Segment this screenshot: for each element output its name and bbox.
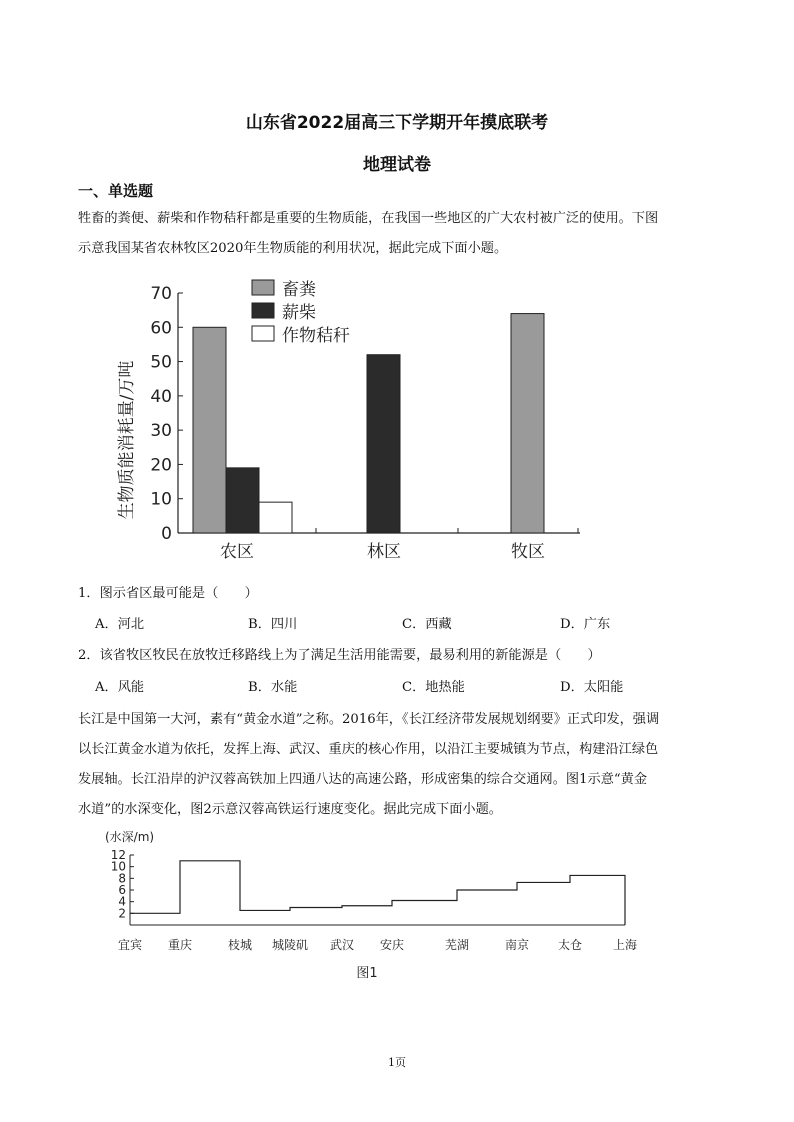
bar-chart-bars (193, 314, 544, 533)
intro1-line2: 示意我国某省农林牧区2020年生物质能的利用状况，据此完成下面小题。 (78, 241, 508, 256)
y-tick-label: 40 (150, 386, 172, 407)
depth-y-tick-label: 4 (118, 894, 126, 909)
y-tick-label: 0 (161, 524, 172, 544)
y-tick-label: 70 (150, 284, 172, 304)
depth-x-label: 重庆 (167, 938, 193, 952)
q1-options (95, 613, 715, 633)
intro2-line4: 水道”的水深变化，图2示意汉蓉高铁运行速度变化。据此完成下面小题。 (78, 802, 502, 817)
depth-chart-line (130, 861, 625, 925)
q2-option-c[interactable]: C．地热能 (402, 680, 465, 695)
depth-y-tick-label: 10 (110, 859, 126, 874)
depth-y-tick-label: 2 (118, 906, 126, 921)
intro2-line1: 长江是中国第一大河，素有“黄金水道”之称。2016年，《长江经济带发展规划纲要》正式印发，强调 (78, 712, 660, 727)
legend-label: 畜粪 (282, 280, 316, 300)
x-tick-label: 林区 (367, 542, 401, 562)
bar-畜粪 (511, 314, 544, 533)
legend-swatch (252, 280, 274, 295)
depth-x-label: 上海 (612, 938, 638, 952)
y-tick-label: 10 (150, 489, 172, 510)
page-subtitle: 地理试卷 (363, 155, 431, 175)
section-heading: 一、单选题 (78, 182, 154, 200)
q2-options (95, 676, 715, 696)
bar-作物秸秆 (259, 502, 292, 533)
depth-x-label: 城陵矶 (271, 938, 309, 952)
depth-x-label: 安庆 (379, 938, 405, 952)
y-tick-label: 30 (150, 421, 172, 442)
water-depth-chart (95, 825, 665, 985)
q2-option-b[interactable]: B．水能 (248, 680, 298, 695)
bar-薪柴 (367, 355, 400, 533)
depth-y-tick-label: 6 (118, 883, 126, 897)
depth-x-label: 宜宾 (117, 938, 143, 952)
intro2-line3: 发展轴。长江沿岸的沪汉蓉高铁加上四通八达的高速公路，形成密集的综合交通网。图1示意“黄金 (78, 772, 648, 787)
x-tick-label: 牧区 (511, 542, 545, 562)
depth-y-tick-label: 8 (118, 871, 126, 886)
intro1-line1: 牲畜的粪便、薪柴和作物秸秆都是重要的生物质能，在我国一些地区的广大农村被广泛的使用。下图 (78, 211, 659, 226)
page-number: 1页 (388, 1056, 406, 1069)
page-title: 山东省2022届高三下学期开年摸底联考 (245, 113, 549, 133)
bar-畜粪 (193, 327, 226, 533)
q1-option-b[interactable]: B．四川 (248, 617, 298, 632)
q2-option-a[interactable]: A．风能 (95, 680, 145, 695)
bar-chart-legend (252, 280, 350, 346)
depth-step-line (130, 861, 625, 925)
x-tick-label: 农区 (220, 542, 254, 562)
question-2: 2．该省牧区牧民在放牧迁移路线上为了满足生活用能需要，最易利用的新能源是（ ） (78, 648, 601, 663)
q2-option-d[interactable]: D．太阳能 (560, 680, 624, 695)
biomass-bar-chart (110, 275, 590, 565)
depth-x-label: 芜湖 (444, 938, 470, 952)
depth-x-label: 南京 (504, 938, 530, 952)
y-tick-label: 60 (150, 318, 172, 339)
legend-swatch (252, 326, 274, 341)
depth-x-label: 枝城 (227, 938, 253, 952)
depth-y-tick-label: 12 (110, 848, 126, 862)
legend-swatch (252, 303, 274, 318)
y-tick-label: 50 (150, 352, 172, 373)
depth-chart-ylabel: (水深/m) (105, 830, 155, 844)
depth-chart-axes (111, 848, 637, 952)
depth-x-label: 武汉 (329, 938, 355, 952)
legend-label: 作物秸秆 (282, 326, 350, 346)
y-tick-label: 20 (150, 455, 172, 476)
bar-薪柴 (226, 468, 259, 533)
depth-x-label: 太仓 (557, 938, 583, 952)
intro2-line2: 以长江黄金水道为依托，发挥上海、武汉、重庆的核心作用，以沿江主要城镇为节点，构建沿江绿色 (78, 742, 659, 757)
q1-option-c[interactable]: C．西藏 (402, 617, 452, 632)
question-1: 1．图示省区最可能是（ ） (78, 586, 258, 601)
bar-chart-ylabel: 生物质能消耗量/万吨 (117, 360, 137, 520)
depth-chart-title: 图1 (356, 966, 378, 981)
q1-option-a[interactable]: A．河北 (95, 617, 145, 632)
legend-label: 薪柴 (282, 303, 316, 323)
q1-option-d[interactable]: D．广东 (560, 617, 611, 632)
